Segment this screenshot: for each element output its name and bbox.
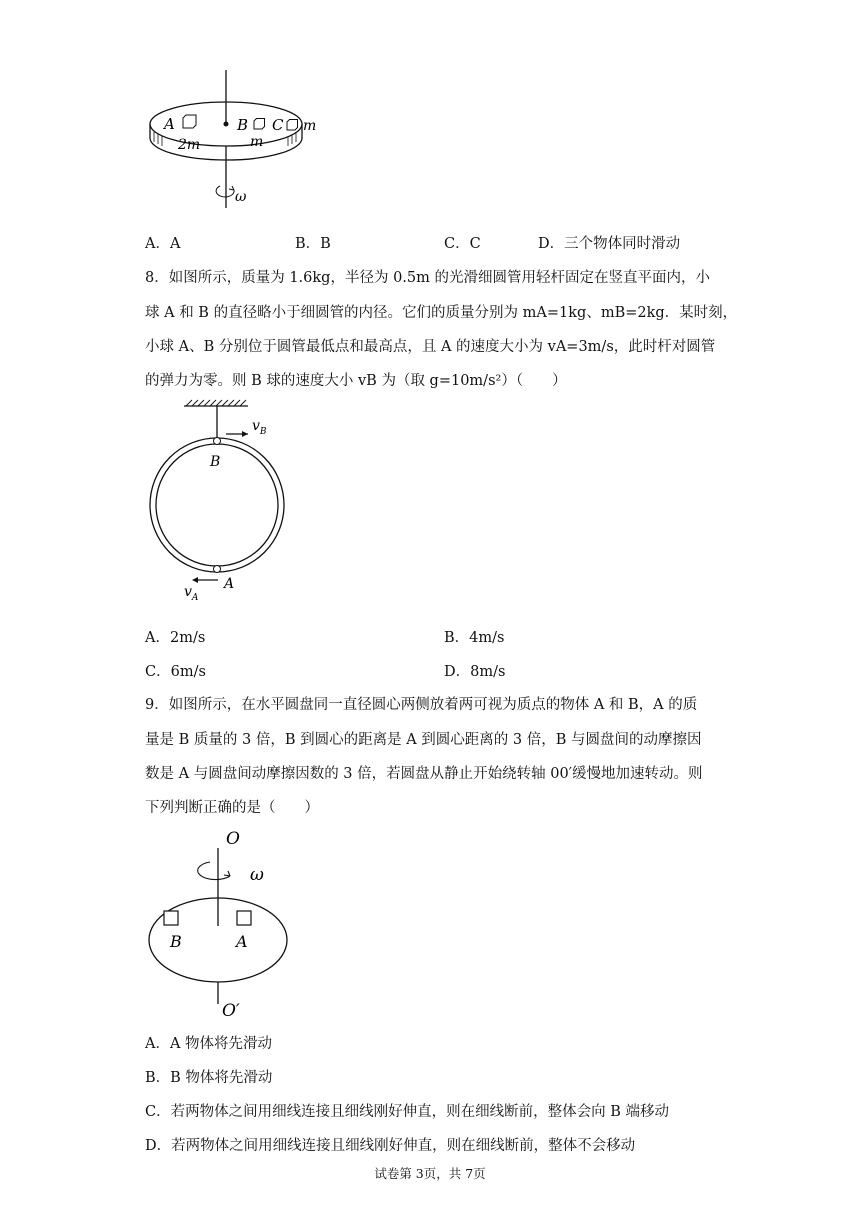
q9-stem-line-4: 下列判断正确的是（ ） (145, 800, 319, 816)
axis-label-o: O (226, 829, 240, 849)
q9-stem-line-2: 量是 B 质量的 3 倍，B 到圆心的距离是 A 到圆心距离的 3 倍，B 与圆盘间的动摩擦因 (145, 732, 702, 748)
omega-label: ω (235, 189, 247, 205)
q7-option-c[interactable]: C．C (444, 236, 481, 252)
figure-q8-circular-tube (140, 398, 300, 608)
page-footer: 试卷第 3页，共 7页 (374, 1166, 486, 1181)
q8-option-c[interactable]: C．6m/s (145, 664, 206, 680)
label-c: C (272, 116, 284, 134)
block-label-b: B (170, 932, 182, 951)
velocity-label-b: $v_B$ (252, 418, 267, 437)
label-b: B (237, 116, 249, 134)
ball-label-a: A (224, 576, 235, 592)
q7-option-d[interactable]: D．三个物体同时滑动 (538, 236, 681, 252)
q8-stem-line-2: 球 A 和 B 的直径略小于细圆管的内径。它们的质量分别为 mA=1kg、mB=2kg．某时刻， (145, 305, 738, 321)
q7-option-a[interactable]: A．A (145, 236, 181, 252)
mass-label-m-c: m (303, 118, 317, 134)
block-label-a: A (236, 932, 248, 951)
q8-option-a[interactable]: A．2m/s (145, 630, 206, 646)
q8-option-b[interactable]: B．4m/s (444, 630, 505, 646)
q8-stem-line-3: 小球 A、B 分别位于圆管最低点和最高点，且 A 的速度大小为 vA=3m/s，此时杆对圆管 (145, 339, 716, 355)
label-a: A (164, 115, 175, 133)
figure-q9-disk (140, 822, 310, 1018)
axis-label-o-prime: O′ (222, 1001, 240, 1018)
q9-option-b[interactable]: B．B 物体将先滑动 (145, 1070, 273, 1086)
q7-option-b[interactable]: B．B (295, 236, 331, 252)
omega-label: ω (250, 865, 264, 885)
figure-q7-rotating-disk (140, 66, 340, 216)
velocity-label-a: $v_A$ (184, 584, 199, 603)
mass-label-m-b: m (250, 134, 264, 150)
q9-option-a[interactable]: A．A 物体将先滑动 (145, 1036, 273, 1052)
q8-stem-line-1: 8．如图所示，质量为 1.6kg，半径为 0.5m 的光滑细圆管用轻杆固定在竖直平面内，小 (145, 270, 710, 286)
q9-stem-line-3: 数是 A 与圆盘间动摩擦因数的 3 倍，若圆盘从静止开始绕转轴 00′缓慢地加速转动。则 (145, 766, 703, 782)
ball-label-b: B (210, 454, 221, 470)
q9-option-d[interactable]: D．若两物体之间用细线连接且细线刚好伸直，则在细线断前，整体不会移动 (145, 1138, 636, 1154)
q8-stem-line-4: 的弹力为零。则 B 球的速度大小 vB 为（取 g=10m/s²）（ ） (145, 373, 567, 389)
q9-option-c[interactable]: C．若两物体之间用细线连接且细线刚好伸直，则在细线断前，整体会向 B 端移动 (145, 1104, 669, 1120)
mass-label-2m: 2m (178, 137, 201, 153)
q9-stem-line-1: 9．如图所示，在水平圆盘同一直径圆心两侧放着两可视为质点的物体 A 和 B，A 的质 (145, 697, 698, 713)
q8-option-d[interactable]: D．8m/s (444, 664, 506, 680)
